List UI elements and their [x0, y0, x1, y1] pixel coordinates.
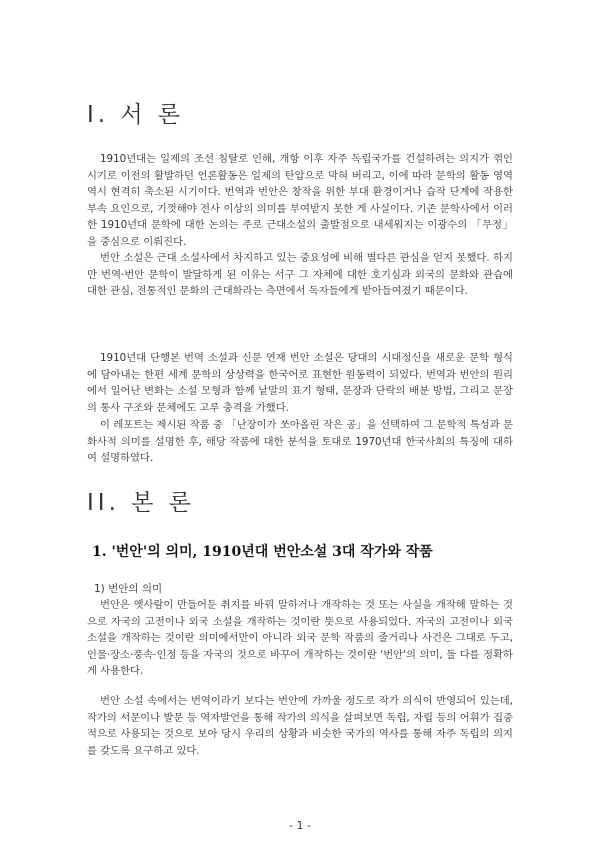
body-paragraph: 번안은 옛사람이 만들어둔 취지를 바꿔 말하거나 개작하는 것 또는 사실을 개작해 말하는 것으로 자국의 고전이나 외국 소설을 개작하는 것이란 뜻으로 사용되었다. 자국의 고전이나 외국 소설을 개작하는 것이란 의미에서만이 아니라 외국 문학 작품의 줄거리나 사건은 그대로 두고, 인물·장소·풍속·인정 등을 자국의 것으로 바꾸어 개작하는 것이란 '번안'의 의미, 둘 다를 정확하게 사용한다. [87, 599, 513, 678]
section-heading-introduction: I. 서 론 [87, 102, 185, 128]
body-paragraph: 이 레포트는 제시된 작품 중 「난장이가 쏘아올린 작은 공」을 선택하여 그 문학적 특성과 문화사적 의미를 설명한 후, 해당 작품에 대한 분석을 토대로 1970년대 한국사회의 특징에 대하여 설명하였다. [87, 419, 513, 465]
subsection-heading: 1. '번안'의 의미, 1910년대 번안소설 3대 작가와 작품 [92, 544, 433, 560]
section-heading-body: II. 본 론 [87, 490, 195, 516]
body-paragraph: 1910년대는 일제의 조선 침탈로 인해, 개항 이후 자주 독립국가를 건설하려는 의지가 꺾인 시기로 이전의 활발하던 언론활동은 일제의 탄압으로 막혀 버리고, 이에 따라 문학의 활동 영역 역시 현격히 축소된 시기이다. 번역과 번안은 창작을 위한 부대 환경이거나 습작 단계에 작용한 부속 요인으로, 기껏해야 전사 이상의 의미를 부여받지 못한 게 사실이다. 기존 문학사에서 이러한 1910년대 문학에 대한 논의는 주로 근대소설의 출발점으로 내세워지는 이광수의 「무정」을 중심으로 이뤄진다. [87, 153, 513, 248]
body-paragraph: 번안 소설은 근대 소설사에서 차지하고 있는 중요성에 비해 별다른 관심을 얻지 못했다. 하지만 번역·번안 문학이 발달하게 된 이유는 서구 그 자체에 대한 호기심과 외국의 문화와 관습에 대한 관심, 전통적인 문화의 근대화라는 측면에서 독자들에게 받아들여졌기 때문이다. [87, 252, 513, 298]
body-paragraph: 번안 소설 속에서는 번역이라기 보다는 번안에 가까울 정도로 작가 의식이 반영되어 있는데, 작가의 서문이나 발문 등 역자발언을 통해 작가의 의식을 살펴보면 독립, 자립 등의 어휘가 집중적으로 사용되는 것으로 보아 당시 우리의 상황과 비슷한 국가의 역사를 통해 자주 독립의 의지를 갖도록 요구하고 있다. [87, 695, 513, 757]
body-paragraph: 1910년대 단행본 번역 소설과 신문 연재 번안 소설은 당대의 시대정신을 새로운 문학 형식에 담아내는 한편 세계 문학의 상상력을 한국어로 표현한 원동력이 되었다. 번역과 번안의 원리에서 일어난 변화는 소설 모형과 함께 낱말의 표기 형태, 문장과 단락의 배분 방법, 그리고 문장의 통사 구조와 문체에도 고루 충격을 가했다. [87, 352, 513, 414]
subsubsection-heading: 1) 번안의 의미 [94, 583, 163, 595]
page-number: - 1 - [289, 819, 311, 832]
